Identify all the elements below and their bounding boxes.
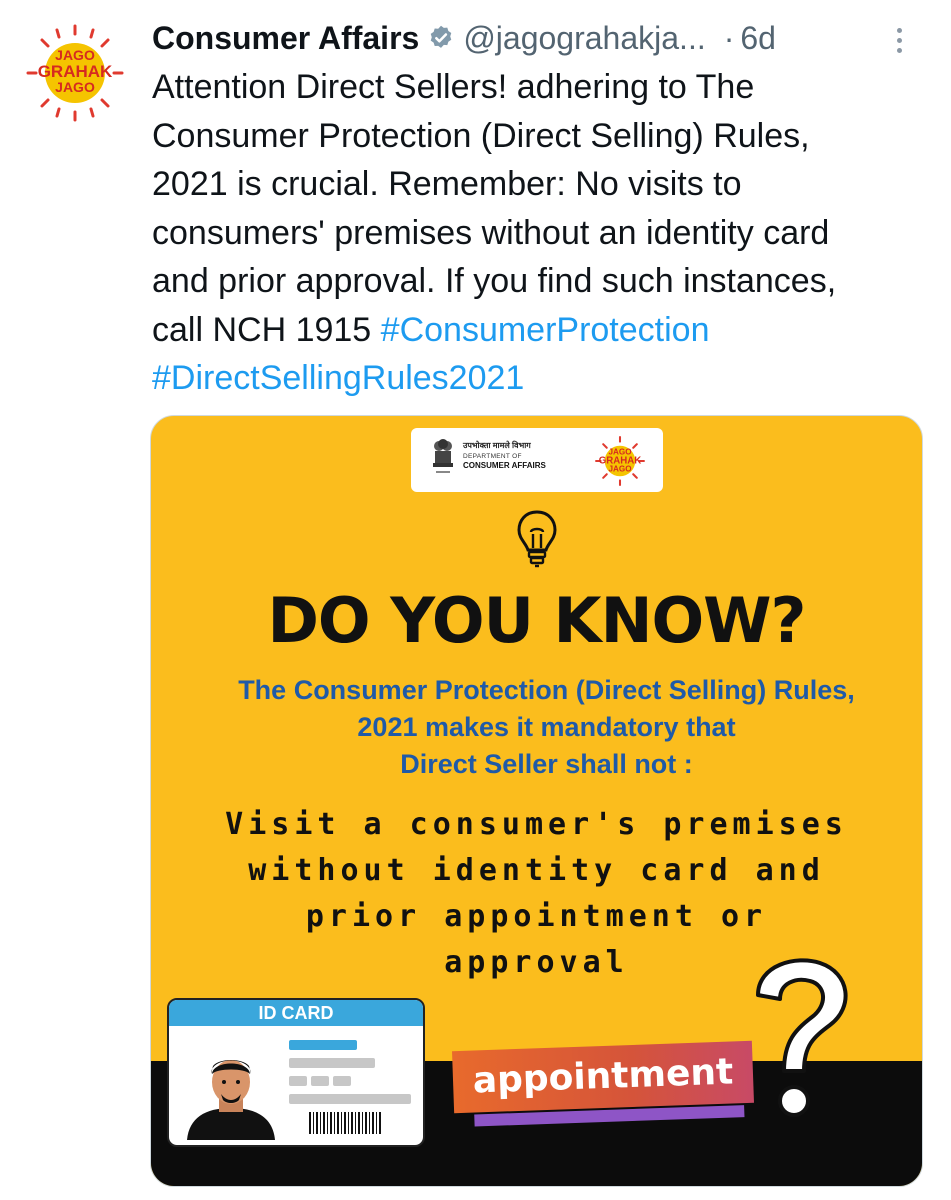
- tweet-text-line: 2021 is crucial. Remember: No visits to: [152, 165, 742, 203]
- id-card-line: [289, 1094, 411, 1104]
- tweet-text-line: call NCH 1915: [152, 310, 381, 349]
- barcode: [309, 1112, 383, 1134]
- author-handle[interactable]: @jagograhakja...: [463, 19, 706, 56]
- poster-logo-box: [411, 428, 663, 492]
- tweet-text-line: Consumer Protection (Direct Selling) Rules,: [152, 116, 810, 155]
- avatar[interactable]: [22, 20, 128, 126]
- hashtag-link[interactable]: #DirectSellingRules2021: [152, 359, 525, 397]
- header-separator: ·: [723, 19, 735, 56]
- rules-line: 2021 makes it mandatory that: [357, 712, 736, 742]
- poster-headline: DO YOU KNOW?: [267, 584, 806, 657]
- poster-rules-text: [191, 672, 902, 783]
- jago-grahak-small-logo-icon: [593, 434, 647, 488]
- visit-line: prior appointment or: [305, 899, 768, 934]
- small-logo-line-2: GRAHAK: [598, 455, 642, 467]
- verified-badge-icon[interactable]: [427, 24, 455, 52]
- tweet-text: [152, 63, 937, 403]
- tweet-text-line: and prior approval. If you find such instances,: [152, 262, 837, 300]
- rules-line: Direct Seller shall not :: [400, 749, 693, 779]
- national-emblem-icon: [431, 438, 455, 480]
- id-card-line: [289, 1040, 357, 1050]
- id-card-line: [333, 1076, 351, 1086]
- hashtag-link[interactable]: #ConsumerProtection: [380, 310, 710, 349]
- author-name[interactable]: Consumer Affairs: [152, 19, 420, 56]
- tweet-timestamp[interactable]: 6d: [740, 19, 776, 56]
- visit-line: without identity card and: [248, 853, 825, 888]
- small-logo-line-1: JAGO: [608, 447, 632, 457]
- id-card-line: [289, 1058, 375, 1068]
- visit-line: Visit a consumer's premises: [225, 807, 848, 842]
- appointment-badge: appointment: [452, 1041, 754, 1113]
- id-card-label: ID CARD: [169, 1000, 423, 1026]
- avatar-logo-line-3: JAGO: [55, 79, 95, 95]
- visit-line: approval: [444, 945, 629, 980]
- light-bulb-icon: [515, 508, 559, 570]
- id-card-line: [311, 1076, 329, 1086]
- tweet-text-line: Attention Direct Sellers! adhering to The: [152, 68, 755, 106]
- rules-line: The Consumer Protection (Direct Selling) Rules,: [238, 675, 855, 705]
- jago-grahak-logo-icon: [22, 20, 128, 126]
- more-options-icon[interactable]: [885, 22, 913, 58]
- dept-name-hindi: उपभोक्ता मामले विभाग: [463, 441, 531, 450]
- small-logo-line-3: JAGO: [608, 464, 632, 474]
- tweet-media-image[interactable]: [150, 415, 923, 1187]
- avatar-logo-line-1: JAGO: [55, 47, 95, 63]
- dept-label-small: DEPARTMENT OF: [463, 453, 522, 460]
- id-card-line: [289, 1076, 307, 1086]
- id-card-illustration: [167, 998, 425, 1147]
- avatar-logo-line-2: GRAHAK: [37, 62, 113, 81]
- tweet-header: [152, 16, 931, 60]
- person-silhouette-icon: [183, 1044, 279, 1140]
- question-mark-icon: [734, 951, 864, 1131]
- dept-name: CONSUMER AFFAIRS: [463, 461, 546, 470]
- tweet-text-line: consumers' premises without an identity card: [152, 213, 830, 252]
